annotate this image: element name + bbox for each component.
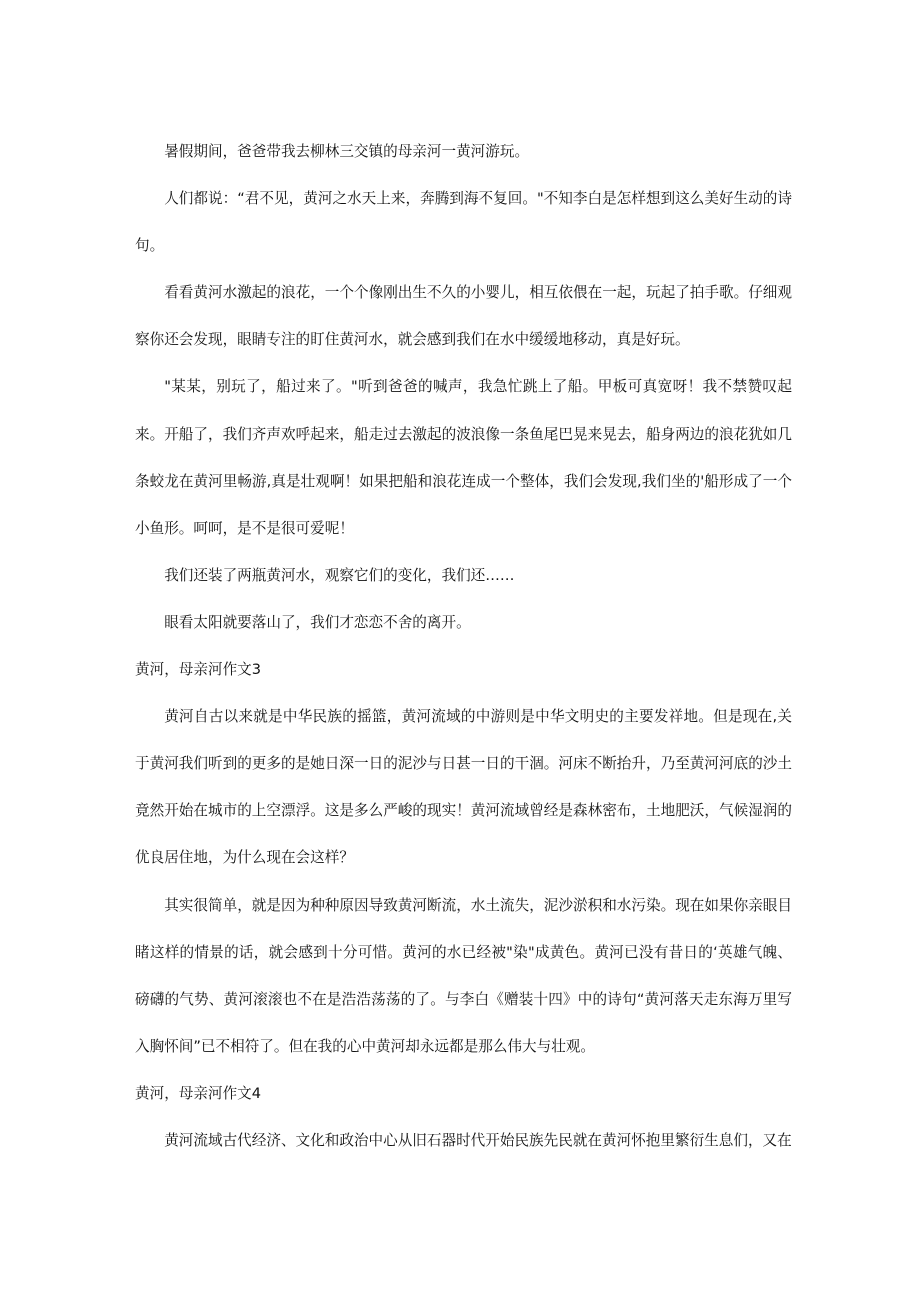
section-heading-3: 黄河，母亲河作文3 <box>135 661 262 679</box>
paragraph-8: 其实很简单，就是因为种种原因导致黄河断流，水土流失，泥沙淤积和水污染。现在如果你亲眼目睹这样的情景的话，就会感到十分可惜。黄河的水已经被"染"成黄色。黄河已没有昔日的‘英雄气魄、磅礴的气势、黄河滚滚也不在是浩浩荡荡的了。与李白《赠装十四》中的诗句“黄河落天走东海万里写入胸怀间”已不相符了。但在我的心中黄河却永远都是那么伟大与壮观。 <box>135 896 792 1055</box>
paragraph-9: 黄河流域古代经济、文化和政治中心从旧石器时代开始民族先民就在黄河怀抱里繁衍生息们，又在 <box>164 1131 792 1149</box>
paragraph-3: 看看黄河水激起的浪花，一个个像刚出生不久的小婴儿，相互依偎在一起，玩起了拍手歌。仔细观察你还会发现，眼睛专注的盯住黄河水，就会感到我们在水中缓缓地移动，真是好玩。 <box>135 284 792 349</box>
paragraph-7: 黄河自古以来就是中华民族的摇篮，黄河流域的中游则是中华文明史的主要发祥地。但是现在,关于黄河我们听到的更多的是她日深一日的泥沙与日甚一日的干涸。河床不断抬升，乃至黄河河底的沙土竟然开始在城市的上空漂浮。这是多么严峻的现实！黄河流域曾经是森林密布，土地肥沃，气候湿润的优良居住地，为什么现在会这样？ <box>135 708 792 867</box>
paragraph-5: 我们还装了两瓶黄河水，观察它们的变化，我们还…… <box>164 566 515 584</box>
paragraph-1: 暑假期间，爸爸带我去柳林三交镇的母亲河一黄河游玩。 <box>164 143 530 160</box>
paragraph-2: 人们都说：“君不见，黄河之水天上来，奔腾到海不复回。"不知李白是怎样想到这么美好生动的诗句。 <box>135 190 792 255</box>
paragraph-6: 眼看太阳就要落山了，我们才恋恋不舍的离开。 <box>164 613 471 631</box>
paragraph-4: "某某，别玩了，船过来了。"听到爸爸的喊声，我急忙跳上了船。甲板可真宽呀！我不禁赞叹起来。开船了，我们齐声欢呼起来，船走过去激起的波浪像一条鱼尾巴晃来晃去，船身两边的浪花犹如几条蛟龙在黄河里畅游,真是壮观啊！如果把船和浪花连成一个整体，我们会发现,我们坐的'船形成了一个小鱼形。呵呵，是不是很可爱呢！ <box>135 378 792 537</box>
section-heading-4: 黄河，母亲河作文4 <box>135 1084 262 1102</box>
